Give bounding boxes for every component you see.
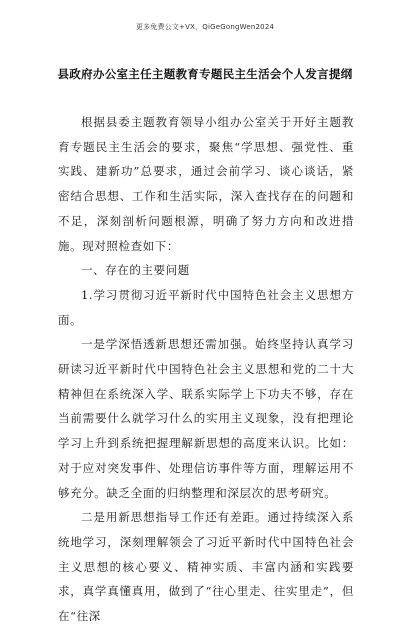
paragraph-point-two: 二是用新思想指导工作还有差距。通过持续深入系统地学习，深刻理解领会了习近平新时代中国特色社会主义思想的核心要义、精神实质、丰富内涵和实践要求，真学真懂真用，做到了“往心里走、往实里走”，但在“往深 (58, 510, 354, 624)
header-note: 更多免费公文+VX，QiGeGongWen2024 (135, 23, 275, 31)
section-heading: 一、存在的主要问题 (81, 263, 190, 278)
document-body (58, 110, 354, 629)
paragraph-point-one: 一是学深悟透新思想还需加强。始终坚持认真学习研读习近平新时代中国特色社会主义思想和党的二十大精神但在系统深入学、联系实际学上下功夫不够，存在当前需要什么就学习什么的实用主义现象，没有把理论学习上升到系统把握理解新思想的高度来认识。比如：对于应对突发事件、处理信访事件等方面，理解运用不够充分。缺乏全面的归纳整理和深层次的思考研究。 (58, 337, 354, 500)
document-title: 县政府办公室主任主题教育专题民主生活会个人发言提纲 (57, 67, 353, 81)
paragraph-intro: 根据县委主题教育领导小组办公室关于开好主题教育专题民主生活会的要求，聚焦“学思想、强党性、重实践、建新功”总要求，通过会前学习、谈心谈话，紧密结合思想、工作和生活实际，深入查找存在的问题和不足，深刻剖析问题根源，明确了努力方向和改进措施。现对照检查如下： (58, 115, 354, 253)
subsection-heading: 1.学习贯彻习近平新时代中国特色社会主义思想方面。 (58, 287, 354, 327)
